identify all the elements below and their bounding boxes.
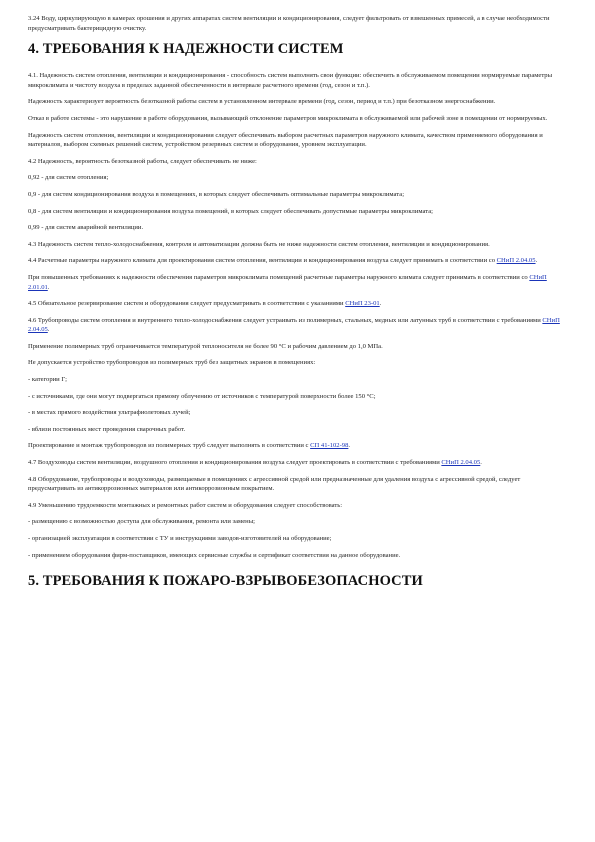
paragraph-4-3: 4.3 Надежность систем тепло-холодоснабжения, контроля и автоматизации должна быть не ниже надежности систем отопления, вентиляции и кондиционирования. <box>28 240 490 248</box>
paragraph-polymer-design-text: Проектирование и монтаж трубопроводов из полимерных труб следует выполнять в соответствии с <box>28 442 311 450</box>
paragraph-4-6-text: 4.6 Трубопроводы систем отопления и внутреннего тепло-холодоснабжения следует устраивать из полимерных, стальных, медных или латунных труб в соответствии с требованиями <box>28 316 543 324</box>
paragraph-increased-requirements <box>28 273 568 292</box>
link-snip-2-04-05-pipes[interactable]: СНиП 2.04.05 <box>28 316 560 334</box>
link-snip-23-01[interactable]: СНиП 23-01 <box>345 300 380 308</box>
paragraph-4-1: 4.1. Надежность систем отопления, вентиляции и кондиционирования - способность систем выполнять свои функции: обеспечить в обслуживаемом помещении нормируемые параметры микроклимата и чистоту воздуха в пределах заданной обеспеченности в интервале расчетного времени (год, сезон и т.п.). <box>28 72 553 89</box>
paragraph-3-24: 3.24 Воду, циркулирующую в камерах орошения и других аппаратах систем вентиляции и кондиционирования, следует фильтровать от взвешенных примесей, а в случае необходимости предусматривать бактерицидную очистку. <box>28 15 550 32</box>
section-4-heading: 4. ТРЕБОВАНИЯ К НАДЕЖНОСТИ СИСТЕМ <box>28 41 344 58</box>
reliability-emergency-ventilation: 0,99 - для систем аварийной вентиляции. <box>28 224 144 232</box>
reliability-ventilation: 0,8 - для систем вентиляции и кондиционирования воздуха помещений, в которых следует обеспечивать допустимые параметры микроклимата; <box>28 207 433 215</box>
paragraph-failure-definition: Отказ в работе системы - это нарушение в работе оборудования, вызывающий отклонение параметров микроклимата в обслуживаемой или рабочей зоне в помещении от нормируемых. <box>28 114 548 122</box>
list-item-access: - размещению с возможностью доступа для обслуживания, ремонта или замены; <box>28 518 255 526</box>
link-snip-2-04-05-ducts[interactable]: СНиП 2.04.05 <box>441 459 481 467</box>
link-sp-41-102-98[interactable]: СП 41-102-98 <box>310 442 349 450</box>
paragraph-4-6 <box>28 316 568 335</box>
paragraph-polymer-design <box>28 441 568 451</box>
paragraph-4-4 <box>28 256 568 266</box>
link-snip-2-04-05[interactable]: СНиП 2.04.05 <box>496 257 536 265</box>
paragraph-increased-requirements-end: . <box>47 283 50 291</box>
paragraph-4-2: 4.2 Надежность, вероятность безотказной работы, следует обеспечивать не ниже: <box>28 157 257 165</box>
paragraph-4-5-text: 4.5 Обязательное резервирование систем и оборудования следует предусматривать в соответствии с указаниями <box>28 300 346 308</box>
paragraph-reliability-provision: Надежность систем отопления, вентиляции и кондиционирования следует обеспечивать выбором расчетных параметров наружного климата, качеством применяемого оборудования и материалов, выбором схемных решений систем, устройством резервных систем и оборудования, уровнем эксплуатации. <box>28 131 543 149</box>
list-item-suppliers: - применением оборудования фирм-поставщиков, имеющих сервисные службы и сертификат соответствия на данное оборудование. <box>28 551 401 559</box>
paragraph-4-6-end: . <box>47 326 50 334</box>
list-item-ultraviolet: - в местах прямого воздействия ультрафиолетовых лучей; <box>28 409 191 417</box>
paragraph-4-5-end: . <box>379 300 382 308</box>
link-snip-2-01-01[interactable]: СНиП 2.01.01 <box>28 273 547 291</box>
list-item-operation: - организацией эксплуатации в соответствии с ТУ и инструкциями заводов-изготовителей на оборудование; <box>28 535 332 542</box>
paragraph-4-4-end: . <box>535 257 538 265</box>
paragraph-4-9: 4.9 Уменьшению трудоемкости монтажных и ремонтных работ систем и оборудования следует способствовать: <box>28 501 343 509</box>
reliability-heating: 0,92 - для систем отопления; <box>28 174 109 182</box>
paragraph-4-5 <box>28 299 568 309</box>
paragraph-4-7 <box>28 458 568 468</box>
paragraph-4-4-text: 4.4 Расчетные параметры наружного климата для проектирования систем отопления, вентиляции и кондиционирования воздуха следует принимать в соответствии со <box>28 257 497 265</box>
list-item-irradiation: - с источниками, где они могут подвергаться прямому облучению от источников с температурой поверхности более 150 °С; <box>28 392 376 400</box>
paragraph-4-8: 4.8 Оборудование, трубопроводы и воздуховоды, размещаемые в помещениях с агрессивной средой или предназначенные для удаления воздуха с агрессивной средой, следует предусматривать из антикоррозионных материалов или антикоррозионным покрытием. <box>28 475 521 493</box>
list-item-category-g: - категории Г; <box>28 376 67 384</box>
paragraph-increased-requirements-text: При повышенных требованиях к надежности обеспечения параметров микроклимата помещений расчетные параметры наружного климата следует принимать в соответствии со <box>28 273 530 281</box>
paragraph-4-7-text: 4.7 Воздуховоды систем вентиляции, воздушного отопления и кондиционирования воздуха следует проектировать в соответствии с требованиями <box>28 459 442 467</box>
reliability-air-conditioning: 0,9 - для систем кондиционирования воздуха в помещениях, в которых следует обеспечивать оптимальные параметры микроклимата; <box>28 190 405 198</box>
section-5-heading: 5. ТРЕБОВАНИЯ К ПОЖАРО-ВЗРЫВОБЕЗОПАСНОСТИ <box>28 573 423 590</box>
paragraph-polymer-design-end: . <box>348 442 351 450</box>
paragraph-4-7-end: . <box>480 459 482 467</box>
paragraph-polymer-limit: Применение полимерных труб ограничивается температурой теплоносителя не более 90 °С и рабочим давлением до 1,0 МПа. <box>28 342 383 350</box>
document-content <box>28 14 568 603</box>
paragraph-polymer-not-allowed: Не допускается устройство трубопроводов из полимерных труб без защитных экранов в помещениях: <box>28 359 316 367</box>
list-item-welding: - вблизи постоянных мест проведения сварочных работ. <box>28 425 186 433</box>
paragraph-reliability-definition: Надежность характеризует вероятность безотказной работы систем в установленном интервале времени (год, сезон, период и т.п.) при безотказном энергоснабжении. <box>28 98 496 106</box>
